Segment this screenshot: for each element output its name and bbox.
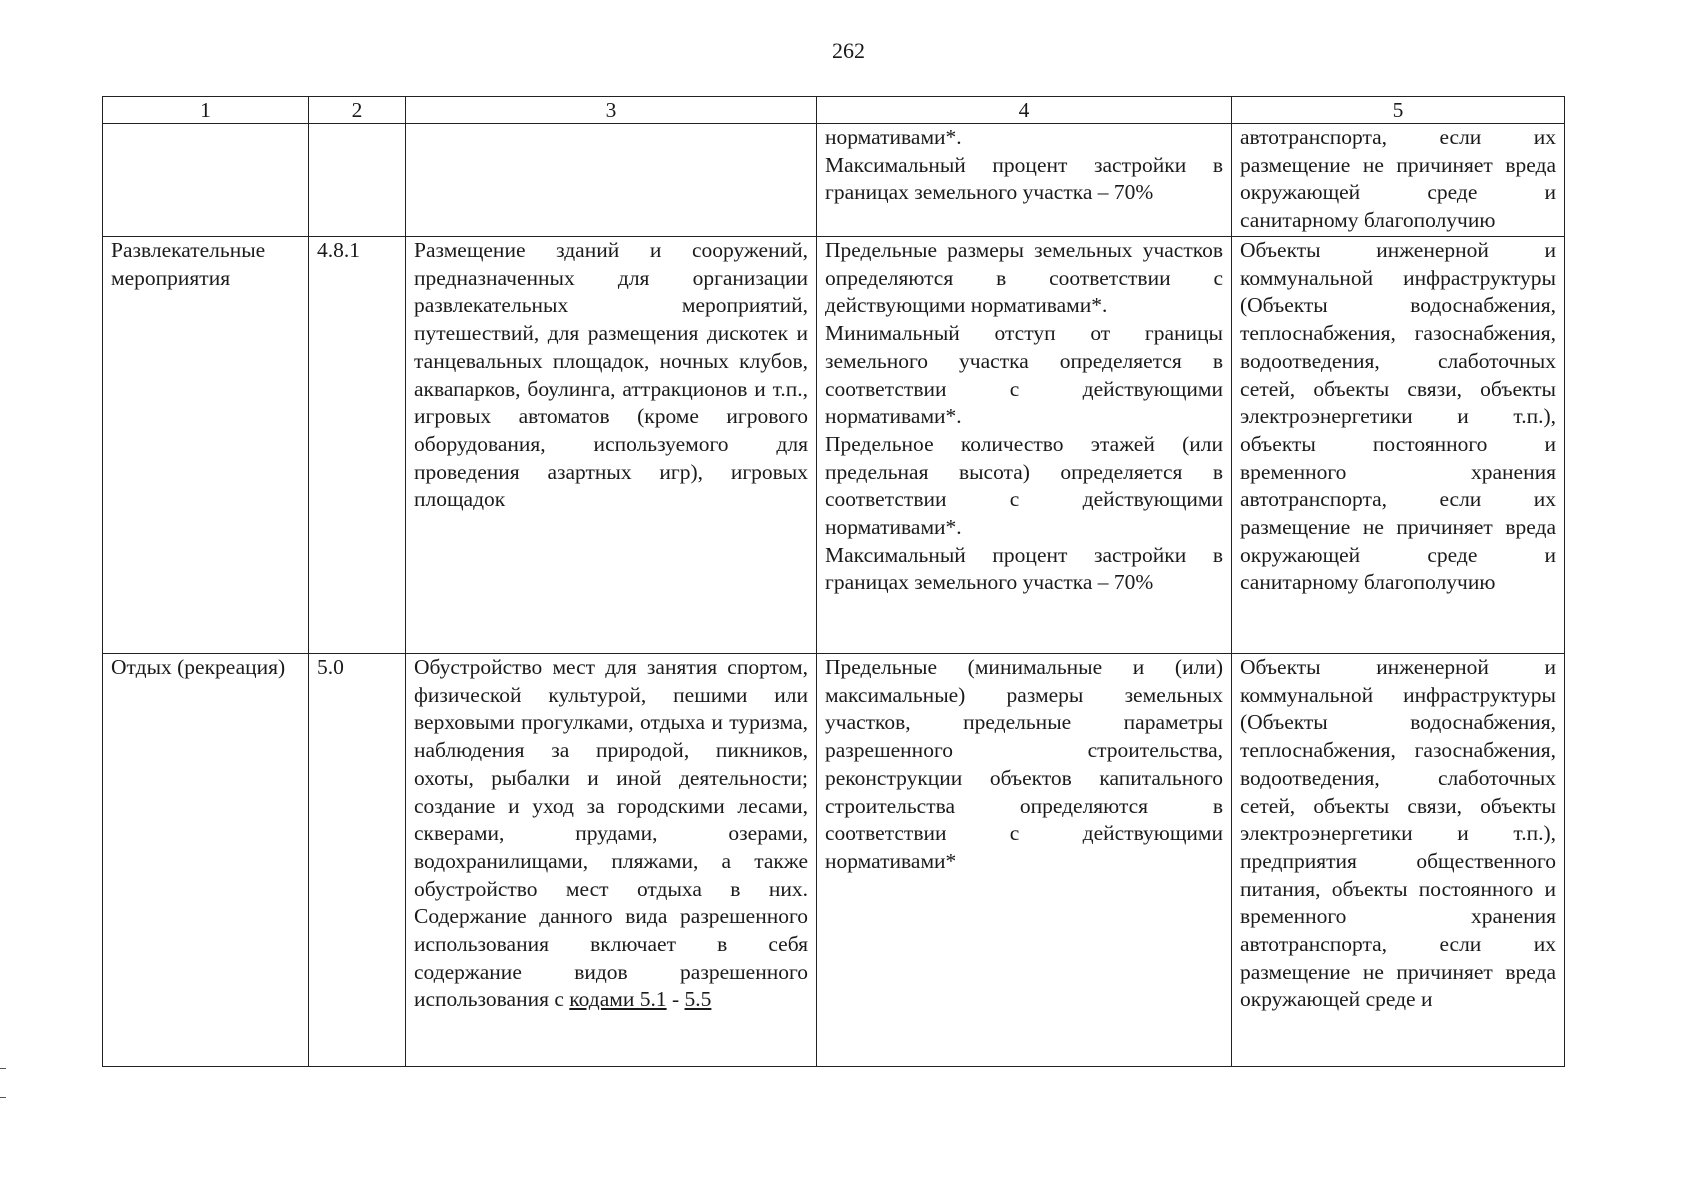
table-header-row xyxy=(103,97,1565,124)
use-description-text: Обустройство мест для занятия спортом, физической культурой, пешими или верховыми прогулками, отдыха и туризма, наблюдения за природой, пикников, охоты, рыбалки и иной деятельности; создание и уход за городскими лесами, скверами, прудами, озерами, водохранилищами, пляжами, а также обустройство мест отдыха в них. Содержание данного вида разрешенного использования включает в себя содержание видов разрешенного использования с xyxy=(414,655,808,1012)
table-row xyxy=(103,654,1565,1067)
code-link-5-5[interactable]: 5.5 xyxy=(684,987,712,1012)
page-number: 262 xyxy=(832,38,865,63)
use-name-cell xyxy=(103,124,309,237)
binding-margin-mark xyxy=(0,1068,6,1098)
auxiliary-objects-cell: Объекты инженерной и коммунальной инфраструктуры (Объекты водоснабжения, теплоснабжения, газоснабжения, водоотведения, слаботочных сетей, объекты связи, объекты электроэнергетики и т.п.), предприятия общественного питания, объекты постоянного и временного хранения автотранспорта, если их размещение не причиняет вреда окружающей среде и xyxy=(1232,654,1565,1067)
column-header-3: 3 xyxy=(406,97,817,124)
code-link-5-1[interactable]: кодами 5.1 xyxy=(569,987,667,1012)
use-description-cell xyxy=(406,654,817,1067)
land-use-table xyxy=(102,96,1565,1067)
use-code-cell: 5.0 xyxy=(309,654,406,1067)
column-header-4: 4 xyxy=(817,97,1232,124)
parameters-cell: Предельные (минимальные и (или) максимальные) размеры земельных участков, предельные параметры разрешенного строительства, реконструкции объектов капитального строительства определяются в соответствии с действующими нормативами* xyxy=(817,654,1232,1067)
table-row xyxy=(103,237,1565,654)
use-code-cell: 4.8.1 xyxy=(309,237,406,654)
column-header-2: 2 xyxy=(309,97,406,124)
auxiliary-objects-cell: автотранспорта, если их размещение не причиняет вреда окружающей среде и санитарному благополучию xyxy=(1232,124,1565,237)
use-description-cell: Размещение зданий и сооружений, предназначенных для организации развлекательных мероприятий, путешествий, для размещения дискотек и танцевальных площадок, ночных клубов, аквапарков, боулинга, аттракционов и т.п., игровых автоматов (кроме игрового оборудования, используемого для проведения азартных игр), игровых площадок xyxy=(406,237,817,654)
use-description-cell xyxy=(406,124,817,237)
use-name-cell: Отдых (рекреация) xyxy=(103,654,309,1067)
code-range-separator: - xyxy=(666,987,685,1012)
table-row xyxy=(103,124,1565,237)
auxiliary-objects-cell: Объекты инженерной и коммунальной инфраструктуры (Объекты водоснабжения, теплоснабжения, газоснабжения, водоотведения, слаботочных сетей, объекты связи, объекты электроэнергетики и т.п.), объекты постоянного и временного хранения автотранспорта, если их размещение не причиняет вреда окружающей среде и санитарному благополучию xyxy=(1232,237,1565,654)
parameters-cell: нормативами*. Максимальный процент застройки в границах земельного участка – 70% xyxy=(817,124,1232,237)
column-header-5: 5 xyxy=(1232,97,1565,124)
parameters-cell: Предельные размеры земельных участков определяются в соответствии с действующими нормативами*. Минимальный отступ от границы земельного участка определяется в соответствии с действующими нормативами*. Предельное количество этажей (или предельная высота) определяется в соответствии с действующими нормативами*. Максимальный процент застройки в границах земельного участка – 70% xyxy=(817,237,1232,654)
use-code-cell xyxy=(309,124,406,237)
column-header-1: 1 xyxy=(103,97,309,124)
use-name-cell: Развлекательные мероприятия xyxy=(103,237,309,654)
